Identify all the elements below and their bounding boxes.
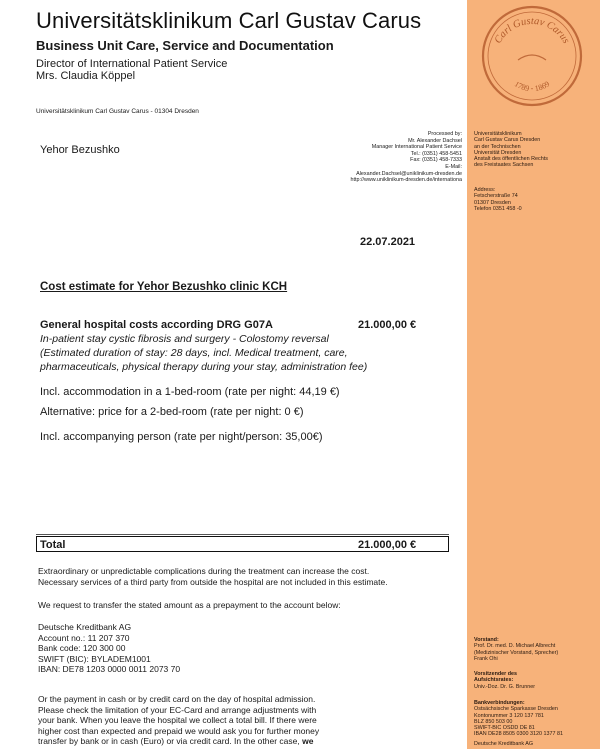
processed-name: Mr. Alexander Dachsel	[408, 137, 462, 144]
address-line: Fetscherstraße 74	[474, 193, 518, 200]
bank-line: BLZ 850 503 00	[474, 718, 513, 725]
general-costs-label: General hospital costs according DRG G07A	[40, 319, 273, 331]
total-label: Total	[40, 539, 66, 551]
director-name: Mrs. Claudia Köppel	[36, 70, 136, 82]
desc-line: (Estimated duration of stay: 28 days, incl. Medical treatment, care,	[40, 347, 348, 359]
bank-line: SWIFT-BIC OSDD DE 81	[474, 725, 535, 732]
bank-line-cutoff: Deutsche Kreditbank AG	[474, 740, 534, 747]
note-line: Necessary services of a third party from outside the hospital are not included in this estimate.	[38, 576, 388, 587]
desc-line: pharmaceuticals, physical therapy during your stay, administration fee)	[40, 361, 368, 373]
bank-account: Account no.: 11 207 370	[38, 632, 130, 643]
processed-fax: Fax: (0351) 458-7333	[410, 157, 462, 164]
sidebar-org-line: des Freistaates Sachsen	[474, 162, 534, 169]
recipient-name: Yehor Bezushko	[40, 144, 120, 156]
estimate-title: Cost estimate for Yehor Bezushko clinic KCH	[40, 281, 288, 293]
processed-title: Manager International Patient Service	[371, 144, 462, 151]
address-label: Address:	[474, 187, 496, 193]
sidebar-council	[474, 671, 596, 690]
payment-info	[38, 694, 319, 747]
bank-code: Bank code: 120 300 00	[38, 643, 126, 653]
payment-line-text: transfer by bank or in cash (Euro) or via credit card. In the other case,	[38, 736, 300, 746]
sidebar-board	[474, 637, 596, 662]
accommodation-double: Alternative: price for a 2-bed-room (rate per night: 0 €)	[40, 406, 304, 418]
note-line: Extraordinary or unpredictable complications during the treatment can increase the cost.	[38, 566, 370, 576]
board-line: Frank Ohi	[474, 655, 498, 662]
sidebar-org	[474, 131, 596, 169]
general-costs-description	[40, 332, 460, 374]
address-line: Telefon 0351 458 -0	[474, 205, 522, 212]
divider	[36, 534, 449, 535]
university-seal	[478, 2, 586, 110]
banks-label: Bankverbindungen:	[474, 700, 525, 706]
business-unit: Business Unit Care, Service and Documentation	[36, 38, 334, 53]
payment-line: Please check the limitation of your EC-Card and arrange adjustments with	[38, 704, 317, 715]
letter-date: 22.07.2021	[360, 236, 416, 248]
board-line: Prof. Dr. med. D. Michael Albrecht	[474, 643, 556, 650]
prepayment-request: We request to transfer the stated amount as a prepayment to the account below:	[38, 600, 341, 610]
processed-web: http://www.uniklinikum-dresden.de/internationa	[350, 177, 462, 184]
svg-text:1789 - 1869	[513, 79, 551, 93]
seal-years: 1789 - 1869	[512, 79, 552, 94]
total-amount: 21.000,00 €	[358, 539, 417, 551]
svg-text:Carl Gustav Carus	[493, 16, 572, 46]
sidebar-org-line: Universitätsklinikum	[474, 131, 522, 137]
payment-line	[38, 736, 319, 747]
council-label: Vorsitzender des	[474, 671, 518, 677]
board-label: Vorstand:	[474, 637, 499, 643]
processed-email-label: E-Mail:	[445, 163, 462, 170]
sidebar-banks	[474, 700, 596, 747]
bank-iban: IBAN: DE78 1203 0000 0011 2073 70	[38, 664, 181, 674]
payment-line: Or the payment in cash or by credit card on the day of hospital admission.	[38, 694, 316, 704]
payment-line-bold: we	[302, 736, 314, 746]
council-name: Univ.-Doz. Dr. G. Brunner	[474, 683, 536, 690]
bank-details	[38, 622, 180, 675]
processed-tel: Tel.: (0351) 458-5451	[410, 150, 462, 157]
director-title: Director of International Patient Service	[36, 58, 228, 70]
notes-block	[38, 566, 388, 587]
payment-line: higher cost than expected and prepaid we would ask you for further money	[38, 725, 320, 736]
general-costs-amount: 21.000,00 €	[358, 319, 417, 331]
bank-line: Ostsächsische Sparkasse Dresden	[474, 706, 558, 713]
sidebar-org-line: Anstalt des öffentlichen Rechts	[474, 156, 548, 163]
board-line: (Medizinischer Vorstand, Sprecher)	[474, 649, 559, 656]
institution-name: Universitätsklinikum Carl Gustav Carus	[36, 8, 422, 33]
payment-line: your bank. When you leave the hospital we collect a total bill. If there were	[38, 715, 317, 725]
sender-line: Universitätsklinikum Carl Gustav Carus - 01304 Dresden	[36, 108, 199, 115]
processed-email: Alexander.Dachsel@uniklinikum-dresden.de	[356, 170, 462, 177]
accommodation-single: Incl. accommodation in a 1-bed-room (rate per night: 44,19 €)	[40, 386, 340, 398]
bank-line: IBAN DE28 8505 0300 3120 1377 81	[474, 731, 564, 738]
desc-line: In-patient stay cystic fibrosis and surgery - Colostomy reversal	[40, 333, 329, 345]
council-label-2: Aufsichtsrates:	[474, 677, 514, 684]
address-line: 01307 Dresden	[474, 199, 511, 206]
accompanying-person: Incl. accompanying person (rate per night/person: 35,00€)	[40, 431, 323, 443]
seal-name: Carl Gustav Carus	[492, 15, 572, 46]
bank-name: Deutsche Kreditbank AG	[38, 622, 132, 632]
processed-by-block	[300, 131, 462, 184]
sidebar-org-line: Carl Gustav Carus Dresden	[474, 137, 541, 144]
sidebar-org-line: Universität Dresden	[474, 149, 522, 156]
sidebar-org-line: an der Technischen	[474, 143, 521, 150]
sidebar-address	[474, 187, 596, 212]
bank-swift: SWIFT (BIC): BYLADEM1001	[38, 653, 151, 664]
bank-line: Kontonummer 3 120 137 781	[474, 712, 544, 719]
processed-label: Processed by:	[427, 131, 462, 137]
